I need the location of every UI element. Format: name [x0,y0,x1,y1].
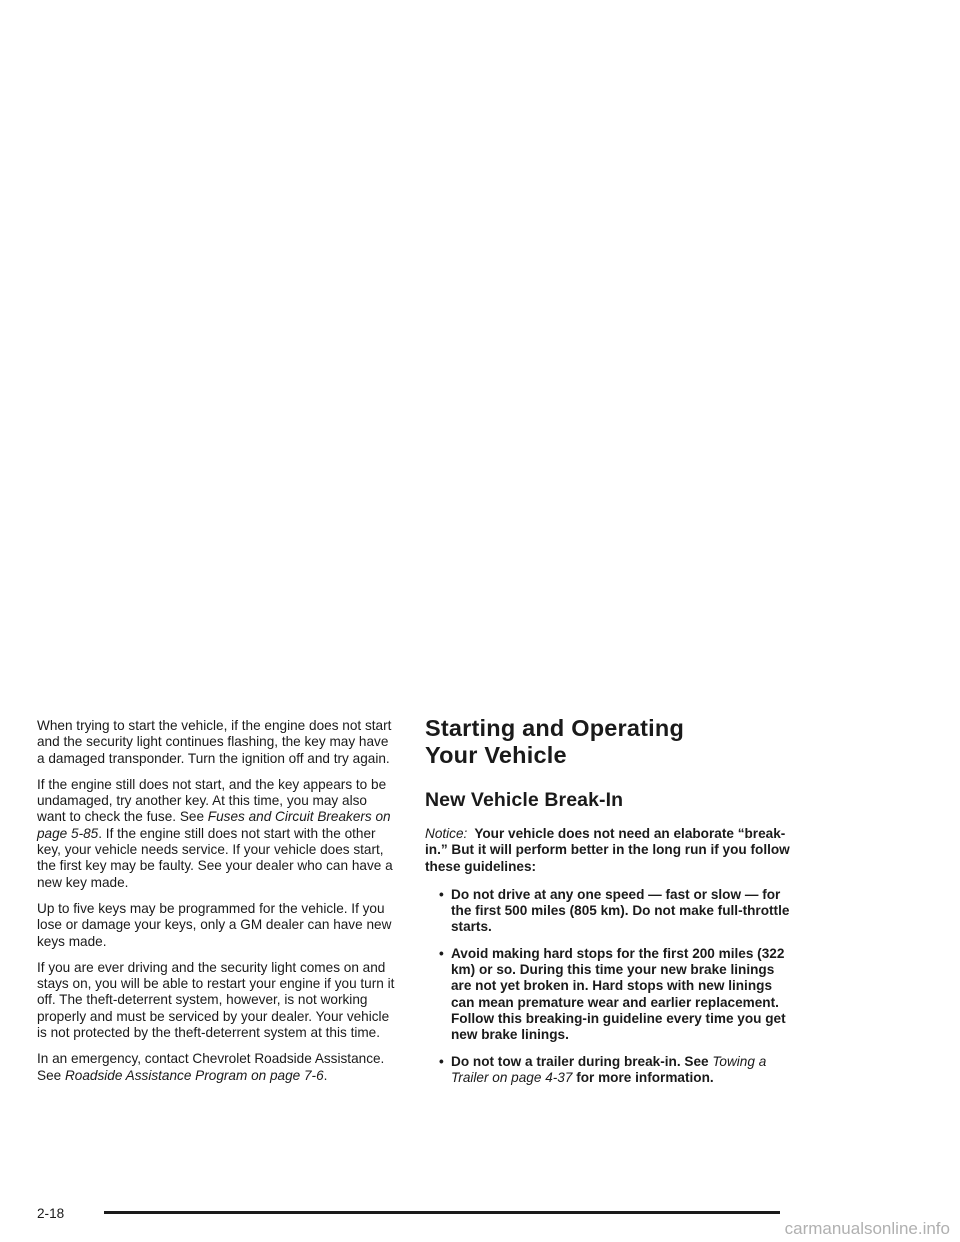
paragraph-security-light: If you are ever driving and the security light comes on and stays on, you will be able to restart your engine if you turn it off. The theft-deterrent system, however, is not working properly and must be serviced by your dealer. Your vehicle is not protected by the theft-deterrent system at this time. [37,959,395,1041]
section-title [425,715,795,769]
list-item [425,946,795,1044]
list-item-text-2: for more information. [572,1069,714,1085]
paragraph-another-key [37,777,399,891]
list-item [425,1054,795,1087]
left-column [37,718,399,1094]
list-item-text: Do not tow a trailer during break-in. See [451,1053,713,1069]
section-title-line-2: Your Vehicle [425,742,567,768]
paragraph-another-key-text-2: . If the engine still does not start with the other key, your vehicle needs service. If your vehicle does start, the first key may be faulty. See your dealer who can have a new key made. [37,825,393,890]
paragraph-emergency [37,1051,399,1084]
paragraph-transponder: When trying to start the vehicle, if the engine does not start and the security light continues flashing, the key may have a damaged transponder. Turn the ignition off and try again. [37,718,392,766]
link-fuses-and-circuit-breakers[interactable]: Fuses and Circuit Breakers on page 5-85 [37,809,391,841]
link-towing-a-trailer[interactable]: Towing a Trailer on page 4-37 [451,1053,767,1085]
paragraph-emergency-text: In an emergency, contact Chevrolet Roadside Assistance. See [37,1051,385,1083]
list-item-text: Avoid making hard stops for the first 200 miles (322 km) or so. During this time your new brake linings are not yet broken in. Hard stops with new linings can mean premature wear and earlier replacement. Follow this breaking-in guideline every time you get new brake linings. [451,945,786,1043]
list-item [425,887,795,936]
guideline-list [425,887,795,1086]
notice-paragraph [425,826,795,875]
right-column [425,715,795,1096]
notice-text: Your vehicle does not need an elaborate “break-in.” But it will perform better in the long run if you follow these guidelines: [425,826,790,874]
section-title-line-1: Starting and Operating [425,715,684,741]
bullet-icon: • [439,945,444,961]
link-roadside-assistance[interactable]: Roadside Assistance Program on page 7-6 [64,1067,324,1083]
page-number: 2-18 [37,1206,65,1221]
paragraph-emergency-text-2: . [323,1067,328,1083]
footer-divider [104,1211,780,1214]
watermark: carmanualsonline.info [784,1219,950,1238]
subsection-title: New Vehicle Break-In [425,789,624,811]
list-item-text: Do not drive at any one speed — fast or slow — for the first 500 miles (805 km). Do not make full-throttle starts. [451,886,790,935]
bullet-icon: • [439,886,444,902]
paragraph-another-key-text: If the engine still does not start, and the key appears to be undamaged, try another key. At this time, you may also want to check the fuse. See [37,776,387,825]
paragraph-key-programming: Up to five keys may be programmed for the vehicle. If you lose or damage your keys, only a GM dealer can have new keys made. [37,900,392,949]
bullet-icon: • [439,1053,444,1069]
notice-label: Notice: [425,826,468,841]
